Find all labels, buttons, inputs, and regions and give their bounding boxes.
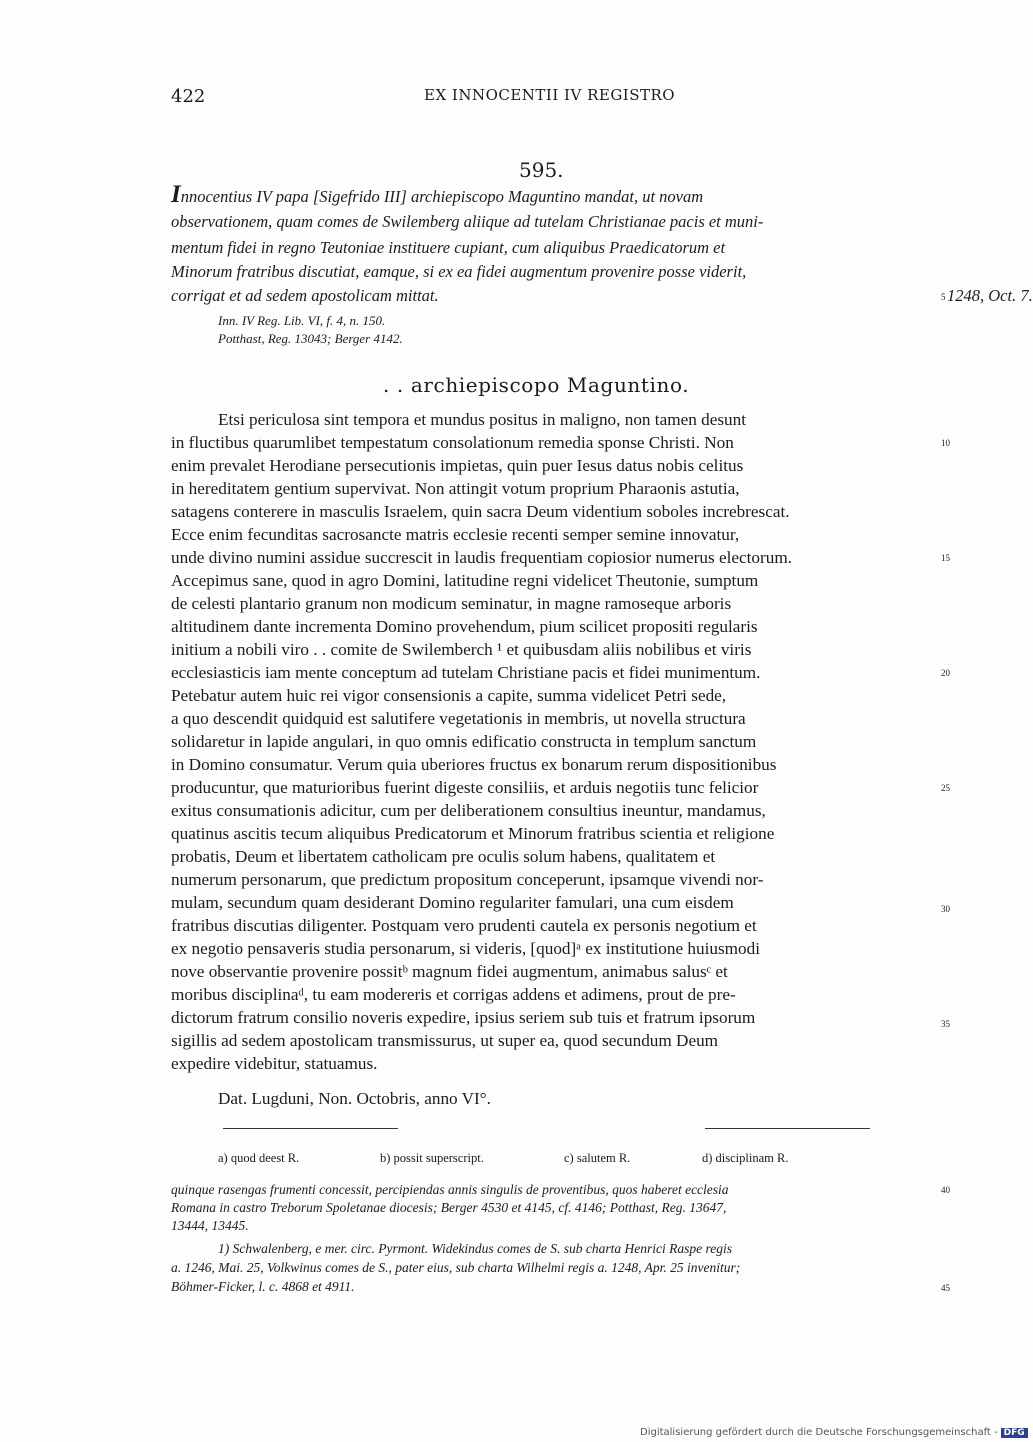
body-line: in Domino consumatur. Verum quia uberiores fructus ex bonarum rerum dispositionibus (171, 755, 777, 774)
body-line: numerum personarum, que predictum propositum conceperunt, ipsamque vivendi nor- (171, 870, 764, 889)
body-line: producuntur, que maturioribus fuerint digeste consiliis, et arduis negotiis tunc felicior (171, 778, 759, 797)
regest-line: Innocentius IV papa [Sigefrido III] archiepiscopo Maguntino mandat, ut novam (171, 181, 704, 208)
body-line: Petebatur autem huic rei vigor consensionis a capite, summa videlicet Petri sede, (171, 686, 727, 705)
body-line: sigillis ad sedem apostolicam transmissurus, ut super ea, quod secundum Deum (171, 1031, 719, 1050)
body-line: in fluctibus quarumlibet tempestatum consolationum remedia sponse Christi. Non (171, 433, 734, 452)
regest-line: corrigat et ad sedem apostolicam mittat. 1248, Oct. 7. (171, 286, 1033, 305)
body-line: solidaretur in lapide angulari, in quo omnis edificatio constructa in templum sanctum (171, 732, 757, 751)
body-line: a quo descendit quidquid est salutifere vegetationis in membris, ut novella structura (171, 709, 746, 728)
body-line: ex negotio pensaveris studia personarum, si videris, [quod]ᵃ ex institutione huiusmodi (171, 939, 760, 958)
margin-number: 40 (941, 1185, 950, 1195)
divider (223, 1128, 398, 1129)
divider (705, 1128, 870, 1129)
footnote-line: Romana in castro Treborum Spoletanae diocesis; Berger 4530 et 4145, cf. 4146; Potthast, Reg. 13647, (171, 1200, 727, 1215)
textual-note: d) disciplinam R. (702, 1151, 789, 1165)
dating-clause: Dat. Lugduni, Non. Octobris, anno VI°. (218, 1089, 491, 1108)
regest-line: observationem, quam comes de Swilemberg aliique ad tutelam Christianae pacis et muni- (171, 212, 764, 231)
footnote-line: 1) Schwalenberg, e mer. circ. Pyrmont. Widekindus comes de S. sub charta Henrici Raspe regis (218, 1241, 733, 1256)
margin-number: 15 (941, 553, 950, 563)
textual-note: a) quod deest R. (218, 1151, 300, 1165)
body-line: Ecce enim fecunditas sacrosancte matris ecclesie recenti semper semine innovatur, (171, 525, 740, 544)
regest-dropcap: I (171, 181, 181, 208)
body-line: dictorum fratrum consilio noveris expedire, ipsius seriem sub tuis et fratrum ipsorum (171, 1008, 756, 1027)
margin-number: 30 (941, 904, 950, 914)
body-line: nove observantie provenire possitᵇ magnum fidei augmentum, animabus salusᶜ et (171, 962, 728, 981)
margin-number: 35 (941, 1019, 950, 1029)
body-line: Accepimus sane, quod in agro Domini, latitudine regni videlicet Theutonie, sumptum (171, 571, 759, 590)
footnote-line: Böhmer-Ficker, l. c. 4868 et 4911. (171, 1279, 355, 1294)
page-number: 422 (171, 86, 206, 107)
body-line: enim prevalet Herodiane persecutionis impietas, quin puer Iesus datus nobis celitus (171, 456, 744, 475)
body-line: mulam, secundum quam desiderant Domino regulariter famulari, una cum eisdem (171, 893, 734, 912)
margin-number: 45 (941, 1283, 950, 1293)
document-number: 595. (519, 158, 564, 182)
body-line: in hereditatem gentium supervivat. Non attingit votum proprium Pharaonis astutia, (171, 479, 740, 498)
body-line: fratribus discutias diligenter. Postquam vero prudenti cautela ex personis negotium et (171, 916, 757, 935)
footnote-line: quinque rasengas frumenti concessit, percipiendas annis singulis de proventibus, quos haberet ecclesia (171, 1182, 729, 1197)
margin-number: 5 (941, 292, 946, 302)
source-reference: Potthast, Reg. 13043; Berger 4142. (218, 331, 403, 346)
footnote-line: a. 1246, Mai. 25, Volkwinus comes de S., pater eius, sub charta Wilhelmi regis a. 1248, Apr. 25 invenitur; (171, 1260, 741, 1275)
addressee-heading: . . archiepiscopo Maguntino. (383, 373, 690, 397)
margin-number: 25 (941, 783, 950, 793)
regest-line: Minorum fratribus discutiat, eamque, si ex ea fidei augmentum provenire posse viderit, (171, 262, 747, 281)
margin-number: 10 (941, 438, 950, 448)
margin-number: 20 (941, 668, 950, 678)
body-line: exitus consumationis adicitur, cum per deliberationem consultius ineuntur, mandamus, (171, 801, 766, 820)
digitization-footer (640, 1427, 1028, 1438)
body-line: de celesti plantario granum non modicum seminatur, in magne ramoseque arboris (171, 594, 732, 613)
body-line: Etsi periculosa sint tempora et mundus positus in maligno, non tamen desunt (218, 410, 746, 429)
body-line: ecclesiasticis iam mente conceptum ad tutelam Christiane pacis et fidei munimentum. (171, 663, 761, 682)
body-line: altitudinem dante incrementa Domino provehendum, pium scilicet propositi regularis (171, 617, 758, 636)
regest-date: 1248, Oct. 7. (947, 286, 1033, 305)
source-reference: Inn. IV Reg. Lib. VI, f. 4, n. 150. (218, 313, 386, 328)
body-line: moribus disciplinaᵈ, tu eam modereris et corrigas addens et adimens, prout de pre- (171, 985, 736, 1004)
body-line: satagens conterere in masculis Israelem, quin sacra Deum videntium soboles increbrescat. (171, 502, 790, 521)
footer-text: Digitalisierung gefördert durch die Deutsche Forschungsgemeinschaft - (640, 1427, 998, 1438)
footnote-line: 13444, 13445. (171, 1218, 249, 1233)
running-head: EX INNOCENTII IV REGISTRO (424, 86, 676, 104)
regest-line: mentum fidei in regno Teutoniae instituere cupiant, cum aliquibus Praedicatorum et (171, 238, 726, 257)
body-line: unde divino numini assidue succrescit in laudis frequentiam copiosior numerus electorum. (171, 548, 792, 567)
textual-note: c) salutem R. (564, 1151, 631, 1165)
textual-note: b) possit superscript. (380, 1151, 484, 1165)
body-line: expedire videbitur, statuamus. (171, 1054, 378, 1073)
body-line: quatinus ascitis tecum aliquibus Predicatorum et Minorum fratribus scientia et religione (171, 824, 775, 843)
body-line: initium a nobili viro . . comite de Swilemberch ¹ et quibusdam aliis nobilibus et viris (171, 640, 752, 659)
dfg-logo: DFG (1001, 1428, 1028, 1438)
body-line: probatis, Deum et libertatem catholicam pre oculis solum habens, qualitatem et (171, 847, 716, 866)
